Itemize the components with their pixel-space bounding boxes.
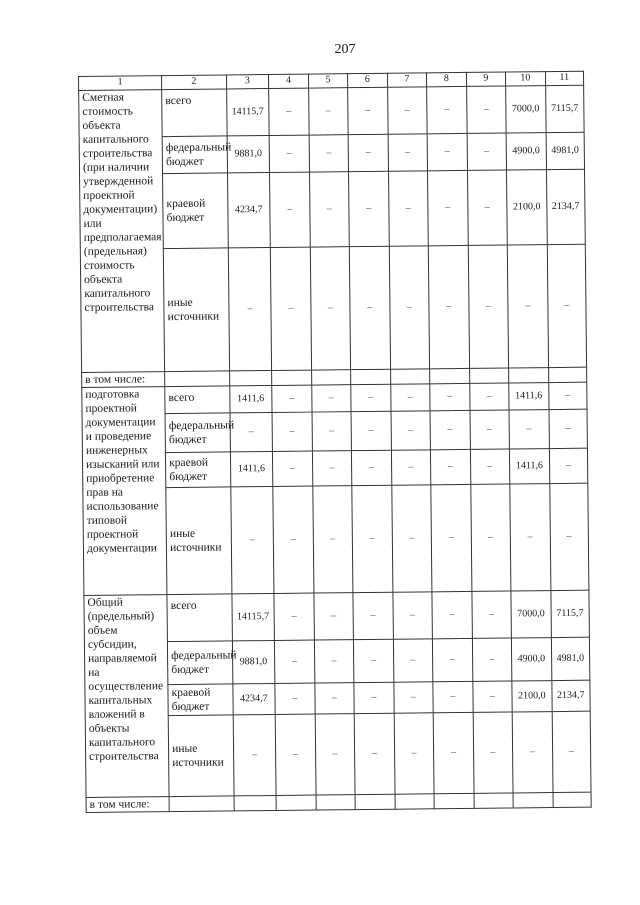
value-cell-col-8: –	[431, 449, 471, 484]
value-cell-col-9: –	[470, 410, 510, 449]
value-cell-col-10: –	[507, 245, 548, 368]
funding-source: всего	[165, 386, 230, 414]
budget-table	[78, 71, 592, 813]
value-cell-col-11: 4981,0	[551, 637, 590, 680]
value-cell-col-4: –	[270, 247, 311, 370]
value-cell-col-5: –	[310, 247, 351, 370]
value-cell-col-3: –	[228, 247, 272, 370]
value-cell-col-11: –	[547, 244, 587, 367]
value-cell-col-3: –	[230, 412, 273, 451]
column-header-6: 6	[348, 73, 388, 87]
value-cell-col-9: –	[472, 681, 512, 712]
funding-source: всего	[167, 594, 232, 642]
value-cell-col-4: –	[272, 412, 312, 451]
value-cell-col-4: –	[275, 640, 315, 683]
empty-cell	[165, 371, 230, 387]
empty-cell	[474, 793, 514, 808]
value-cell-col-3: 14115,7	[226, 89, 269, 136]
column-header-4: 4	[269, 74, 309, 88]
value-cell-col-7: –	[391, 411, 431, 450]
value-cell-col-11: –	[552, 711, 591, 792]
value-cell-col-6: –	[354, 713, 394, 794]
value-cell-col-9: –	[467, 133, 507, 170]
value-cell-col-6: –	[354, 639, 394, 682]
value-cell-col-3: 1411,6	[230, 451, 273, 486]
table-row	[84, 590, 589, 642]
value-cell-col-3: 9881,0	[227, 136, 270, 173]
funding-source: краевой бюджет	[168, 684, 233, 716]
empty-cell	[469, 368, 509, 383]
value-cell-col-10: 7000,0	[506, 86, 546, 133]
value-cell-col-5: –	[315, 714, 355, 795]
object-description: Сметная стоимость объекта капитального строительства (при наличии утвержденной проектной документации) или предполагаемая (предельная) стоимость объекта капитального строительства	[79, 90, 165, 373]
empty-cell	[509, 368, 549, 383]
empty-cell	[316, 795, 356, 810]
funding-source: иные источники	[163, 248, 229, 372]
value-cell-col-8: –	[427, 86, 467, 133]
funding-source: иные источники	[168, 715, 233, 797]
value-cell-col-11: –	[549, 483, 589, 590]
value-cell-col-5: –	[312, 451, 352, 486]
value-cell-col-7: –	[388, 171, 428, 246]
funding-source: федеральный бюджет	[168, 641, 233, 685]
value-cell-col-9: –	[469, 383, 509, 410]
value-cell-col-11: 2134,7	[546, 169, 585, 244]
value-cell-col-5: –	[309, 172, 349, 247]
value-cell-col-3: 9881,0	[232, 640, 275, 683]
value-cell-col-10: 2100,0	[512, 681, 552, 712]
value-cell-col-8: –	[428, 170, 468, 245]
value-cell-col-11: 7115,7	[550, 590, 589, 637]
empty-cell	[553, 792, 592, 807]
empty-cell	[548, 367, 587, 382]
value-cell-col-8: –	[430, 410, 470, 449]
funding-source: иные источники	[166, 487, 232, 595]
table-body	[79, 71, 592, 812]
value-cell-col-10: 7000,0	[511, 591, 551, 638]
value-cell-col-10: –	[510, 484, 551, 591]
value-cell-col-8: –	[428, 245, 469, 368]
value-cell-col-5: –	[311, 385, 351, 412]
value-cell-col-8: –	[427, 133, 467, 170]
value-cell-col-4: –	[273, 486, 314, 593]
value-cell-col-8: –	[431, 484, 472, 591]
value-cell-col-10: –	[509, 410, 549, 449]
value-cell-col-7: –	[393, 682, 433, 713]
column-header-3: 3	[226, 75, 269, 89]
empty-cell	[390, 369, 430, 384]
value-cell-col-3: 4234,7	[227, 172, 270, 247]
value-cell-col-3: 4234,7	[232, 683, 275, 714]
value-cell-col-11: 2134,7	[551, 680, 590, 711]
value-cell-col-9: –	[470, 484, 511, 591]
value-cell-col-4: –	[273, 451, 313, 486]
value-cell-col-9: –	[473, 712, 513, 793]
value-cell-col-5: –	[312, 486, 353, 593]
value-cell-col-5: –	[314, 640, 354, 683]
value-cell-col-4: –	[269, 135, 309, 172]
value-cell-col-6: –	[352, 450, 392, 485]
empty-cell	[355, 794, 395, 809]
value-cell-col-5: –	[314, 683, 354, 714]
empty-cell	[272, 370, 312, 385]
value-cell-col-8: –	[430, 383, 470, 410]
value-cell-col-5: –	[312, 412, 352, 451]
value-cell-col-6: –	[351, 411, 391, 450]
value-cell-col-7: –	[393, 592, 433, 639]
value-cell-col-5: –	[314, 593, 354, 640]
value-cell-col-4: –	[270, 172, 310, 247]
empty-cell	[395, 794, 435, 809]
empty-cell	[234, 795, 277, 810]
value-cell-col-10: 1411,6	[509, 449, 549, 484]
empty-cell	[169, 796, 234, 812]
object-description: подготовка проектной документации и проведение инженерных изысканий или приобретение прав на использование типовой проектной документации	[82, 387, 167, 596]
value-cell-col-6: –	[354, 682, 394, 713]
value-cell-col-8: –	[432, 591, 472, 638]
value-cell-col-9: –	[468, 245, 509, 368]
funding-source: всего	[162, 89, 227, 137]
value-cell-col-6: –	[349, 171, 389, 246]
value-cell-col-6: –	[353, 592, 393, 639]
value-cell-col-11: 4981,0	[546, 132, 585, 169]
value-cell-col-7: –	[391, 485, 432, 592]
value-cell-col-6: –	[351, 384, 391, 411]
column-header-9: 9	[466, 72, 506, 86]
value-cell-col-9: –	[472, 638, 512, 681]
object-description: Общий (предельный) объем субсидии, направляемой на осуществление капитальных вложений в объекты капитального строительства	[84, 595, 169, 798]
empty-cell	[434, 793, 474, 808]
value-cell-col-10: 1411,6	[509, 383, 549, 410]
subheading-label: в том числе:	[82, 372, 165, 388]
value-cell-col-3: 14115,7	[231, 593, 274, 640]
table-row	[79, 85, 584, 137]
value-cell-col-3: –	[230, 486, 274, 593]
value-cell-col-3: 1411,6	[229, 385, 272, 412]
empty-cell	[430, 368, 470, 383]
value-cell-col-10: 4900,0	[506, 133, 546, 170]
column-header-1: 1	[79, 76, 162, 91]
value-cell-col-10: 2100,0	[507, 170, 547, 245]
empty-cell	[311, 370, 351, 385]
value-cell-col-9: –	[466, 86, 506, 133]
value-cell-col-11: –	[549, 409, 588, 448]
column-header-10: 10	[506, 72, 546, 86]
value-cell-col-6: –	[348, 134, 388, 171]
funding-source: федеральный бюджет	[165, 413, 230, 453]
value-cell-col-7: –	[391, 450, 431, 485]
value-cell-col-7: –	[393, 639, 433, 682]
empty-cell	[351, 369, 391, 384]
value-cell-col-7: –	[390, 384, 430, 411]
value-cell-col-7: –	[387, 87, 427, 134]
value-cell-col-9: –	[467, 170, 507, 245]
value-cell-col-7: –	[388, 134, 428, 171]
funding-source: федеральный бюджет	[162, 136, 227, 174]
value-cell-col-6: –	[349, 246, 390, 369]
value-cell-col-4: –	[272, 385, 312, 412]
value-cell-col-6: –	[348, 87, 388, 134]
empty-cell	[513, 793, 553, 808]
value-cell-col-7: –	[394, 713, 434, 794]
value-cell-col-3: –	[233, 714, 276, 795]
column-header-5: 5	[308, 74, 348, 88]
value-cell-col-11: 7115,7	[545, 85, 584, 132]
column-header-11: 11	[545, 71, 584, 85]
value-cell-col-8: –	[433, 681, 473, 712]
value-cell-col-4: –	[274, 593, 314, 640]
value-cell-col-7: –	[389, 246, 430, 369]
column-header-8: 8	[427, 72, 467, 86]
column-header-2: 2	[162, 75, 227, 90]
subheading-label: в том числе:	[86, 797, 169, 813]
funding-source: краевой бюджет	[163, 173, 228, 249]
value-cell-col-4: –	[275, 714, 315, 795]
page-number: 207	[334, 42, 356, 57]
empty-cell	[229, 370, 272, 385]
value-cell-col-5: –	[308, 88, 348, 135]
value-cell-col-11: –	[548, 382, 587, 409]
value-cell-col-9: –	[470, 449, 510, 484]
value-cell-col-11: –	[549, 448, 588, 483]
value-cell-col-6: –	[352, 485, 393, 592]
value-cell-col-8: –	[432, 638, 472, 681]
value-cell-col-4: –	[269, 88, 309, 135]
value-cell-col-9: –	[471, 591, 511, 638]
value-cell-col-10: –	[512, 712, 552, 793]
value-cell-col-10: 4900,0	[511, 638, 551, 681]
funding-source: краевой бюджет	[166, 452, 231, 488]
value-cell-col-8: –	[433, 712, 473, 793]
value-cell-col-4: –	[275, 683, 315, 714]
column-header-7: 7	[387, 73, 427, 87]
value-cell-col-5: –	[309, 135, 349, 172]
empty-cell	[276, 795, 316, 810]
